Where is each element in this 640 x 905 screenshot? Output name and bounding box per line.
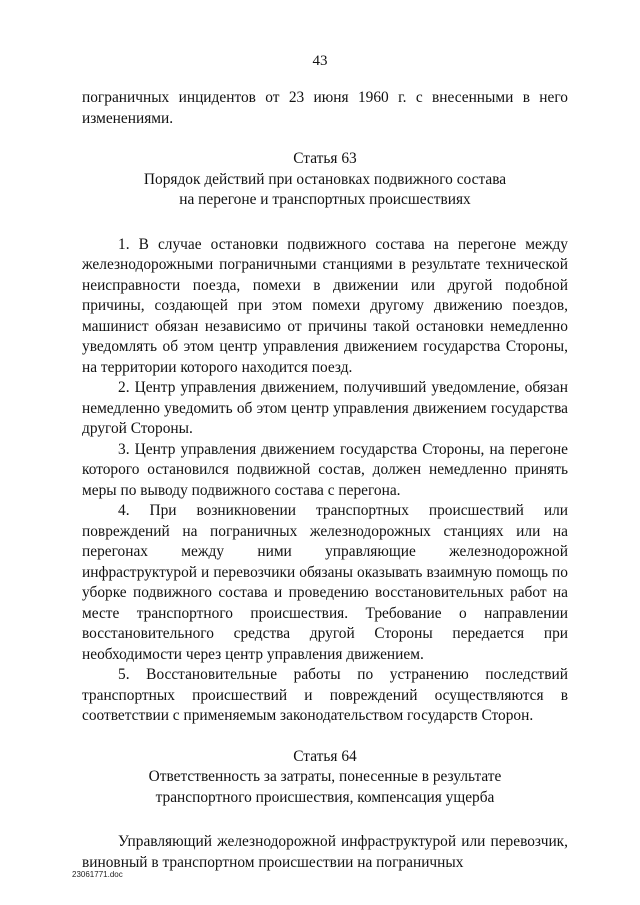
article-63-paragraph-4: 4. При возникновении транспортных происшествий или повреждений на пограничных железнодорожных станциях или на перегонах между ними управляющие железнодорожной инфраструктурой и перевозчики обязаны оказывать взаимную помощь по уборке подвижного состава и проведению восстановительных работ на месте транспортного происшествия. Требование о направлении восстановительного средства другой Стороны передается при необходимости через центр управления движением. — [82, 502, 568, 663]
page-number: 43 — [312, 53, 328, 69]
article-63-text — [82, 235, 568, 727]
article-63-paragraph-1: 1. В случае остановки подвижного состава на перегоне между железнодорожными пограничными станциями в результате технической неисправности поезда, помехи в движении или другой подобной причины, создающей при этом помехи другому движению поездов, машинист обязан независимо от причины такой остановки немедленно уведомлять об этом центр управления движением государства Стороны, на территории которого находится поезд. — [82, 235, 568, 376]
article-63-title-line2: на перегоне и транспортных происшествиях — [179, 191, 471, 208]
article-64-title-line2: транспортного происшествия, компенсация ущерба — [155, 788, 495, 806]
document-body — [82, 88, 568, 873]
continuation-paragraph: пограничных инцидентов от 23 июня 1960 г. с внесенными в него изменениями. — [82, 89, 568, 127]
article-64-number: Статья 64 — [293, 747, 357, 765]
article-64-paragraph-1: Управляющий железнодорожной инфраструктурой или перевозчик, виновный в транспортном происшествии на пограничных — [82, 833, 568, 871]
article-63-paragraph-2: 2. Центр управления движением, получивший уведомление, обязан немедленно уведомить об этом центр управления движением государства другой Стороны. — [82, 379, 568, 437]
article-64-heading — [82, 747, 568, 809]
article-64-title-line1: Ответственность за затраты, понесенные в результате — [148, 768, 502, 785]
article-63-paragraph-5: 5. Восстановительные работы по устранению последствий транспортных происшествий и повреждений осуществляются в соответствии с применяемым законодательством государств Сторон. — [82, 666, 568, 724]
article-63-number: Статья 63 — [293, 150, 357, 167]
article-63-heading — [82, 149, 568, 211]
article-64-text — [82, 832, 568, 873]
article-63-title-line1: Порядок действий при остановках подвижного состава — [143, 170, 507, 188]
file-name-footer: 23061771.doc — [72, 870, 123, 879]
article-63-paragraph-3: 3. Центр управления движением государства Стороны, на перегоне которого остановился подвижной состав, должен немедленно принять меры по выводу подвижного состава с перегона. — [82, 440, 568, 499]
